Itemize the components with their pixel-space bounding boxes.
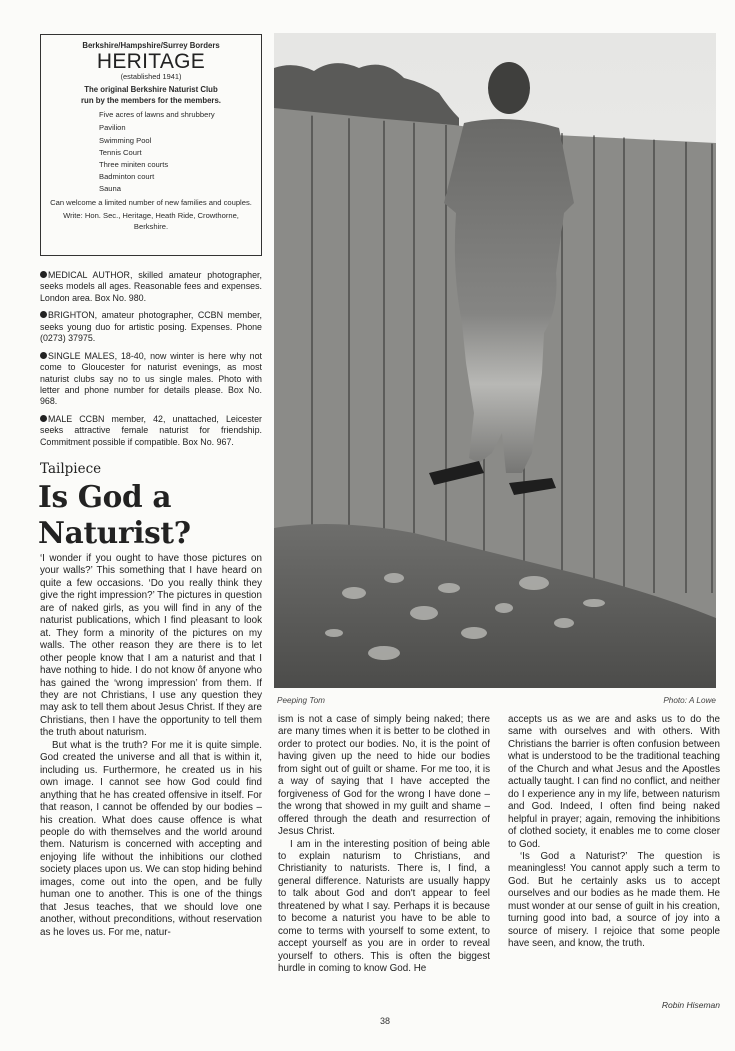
author-byline: Robin Hiseman <box>661 1000 720 1010</box>
bullet-icon <box>40 352 47 359</box>
photograph <box>274 33 716 688</box>
classified-ad <box>40 310 262 344</box>
facility-item: Three miniten courts <box>99 159 169 169</box>
facility-item: Badminton court <box>99 172 155 182</box>
facility-item: Five acres of lawns and shrubbery <box>99 110 215 120</box>
advert-club-name: HERITAGE <box>96 50 206 74</box>
paragraph: I am in the interesting position of being able to explain naturism to Christians, and Christianity to naturists. There is, I find, a general difference. Naturists are usually happy to talk about God and don't appear to feel threatened by what I say. Perhaps it is because to become a naturist you have to be able to come to terms with yourself to some extent, to accept yourself as you are in order to reveal yourself to others. This is often the biggest hurdle in coming to know God. He <box>278 838 490 975</box>
paragraph: ‘Is God a Naturist?’ The question is meaningless! You cannot apply such a term to God. But he certainly asks us to accept ourselves and our bodies as he made them. He must wonder at our sense of guilt in his creation, turning good into bad, a source of joy into a source of misery. I rejoice that some people have seen, and know, the truth. <box>508 850 720 950</box>
classified-text: MALE CCBN member, 42, unattached, Leicester seeks attractive female naturist for friendship. Commitment possible if compatible. Box No. 967. <box>40 414 262 447</box>
advert-region: Berkshire/Hampshire/Surrey Borders <box>82 41 220 50</box>
facility-item: Tennis Court <box>99 147 142 157</box>
article-column-2 <box>278 714 490 976</box>
page-number: 38 <box>380 1016 391 1026</box>
classified-text: SINGLE MALES, 18-40, now winter is here why not come to Gloucester for naturist evenings, as most naturist clubs say no to us single males. Photo with letter and phone number for details please. Box No. 968. <box>40 350 262 407</box>
photo-credit: Photo: A Lowe <box>663 696 716 705</box>
classified-ad <box>40 414 262 448</box>
article-title-line1: Is God a <box>38 479 172 514</box>
advert-facilities-list <box>99 110 255 195</box>
classified-ad <box>40 270 262 304</box>
advert-contact: Write: Hon. Sec., Heritage, Heath Ride, Crowthorne, Berkshire. <box>63 211 239 231</box>
classified-text: MEDICAL AUTHOR, skilled amateur photographer, seeks models all ages. Reasonable fees and expenses. London area. Box No. 980. <box>40 270 262 303</box>
facility-item: Sauna <box>99 184 121 194</box>
paragraph: ‘I wonder if you ought to have those pictures on your walls?’ This something that I have heard on quite a few occasions. ‘Do you really think they give the right impression?’ The pictures in question are of naked girls, as you will find in any of the naturist publications, which I find pleasant to look at. They form a minority of the pictures on my walls. The other reason they are there is to let other people know that I am a naturist and that I have nothing to hide. I do not know ôf anyone who has gained the ‘wrong impression’ from them. If they are not Christians, I use any question they may ask to tell them about Jesus Christ. If they are Christians, then I have the opportunity to tell them the truth about naturism. <box>40 553 262 739</box>
advert-welcome: Can welcome a limited number of new families and couples. <box>50 197 252 207</box>
photo-caption: Peeping Tom <box>277 696 325 705</box>
article-title-line2: Naturist? <box>38 515 191 550</box>
paragraph: accepts us as we are and asks us to do the same with ourselves and with others. With Christians the barrier is often confusion between what is understood to be the traditional teaching of the Church and what Jesus and the Apostles actually taught. I can find no conflict, and neither do I experience any in my life, between naturism and God. Indeed, I often find being naked helpful in prayer; again, removing the inhibitions of clothed society, it enables me to come closer to God. <box>508 714 720 850</box>
article-column-1 <box>40 553 262 939</box>
classified-ads <box>40 270 262 454</box>
facility-item: Pavilion <box>99 123 126 133</box>
advert-tagline-line1: The original Berkshire Naturist Club <box>84 85 218 95</box>
heritage-advert <box>40 34 262 256</box>
paragraph: But what is the truth? For me it is quite simple. God created the universe and all that is within it, including us. Furthermore, he created us in his own image. I cannot see how God could find anything that he has created offensive in itself. For that reason, I cannot be offended by our bodies – his creation. What does cause offence is what people do with themselves and the world around them. Naturism is concerned with accepting and enjoying life without the inhibitions our clothed society places upon us. We can stop hiding behind images, come out into the open, and be fully human one to another. This is one of the things that Jesus teaches, that we should love one another, without preconditions, without reservation as he loves us. For me, natur- <box>40 739 262 938</box>
advert-established: (established 1941) <box>120 72 182 82</box>
bullet-icon <box>40 271 47 278</box>
section-label: Tailpiece <box>40 461 102 477</box>
article-column-3 <box>508 714 720 951</box>
advert-tagline <box>47 84 255 106</box>
classified-text: BRIGHTON, amateur photographer, CCBN member, seeks young duo for artistic posing. Expenses. Phone (0273) 37975. <box>40 310 262 344</box>
paragraph: ism is not a case of simply being naked; there are many times when it is better to be clothed in order to protect our bodies. No, it is the point of having given up the need to hide our bodies from sight out of guilt or shame. For me too, it is a way of saying that I have accepted the forgiveness of God for the wrong I have done – the wrong that showed in my guilt and shame – offered through the death and resurrection of Jesus Christ. <box>278 714 490 838</box>
facility-item: Swimming Pool <box>99 135 152 145</box>
classified-ad <box>40 351 262 408</box>
bullet-icon <box>40 311 47 318</box>
article-title <box>38 479 278 551</box>
bullet-icon <box>40 415 47 422</box>
advert-tagline-line2: run by the members for the members. <box>81 96 221 106</box>
